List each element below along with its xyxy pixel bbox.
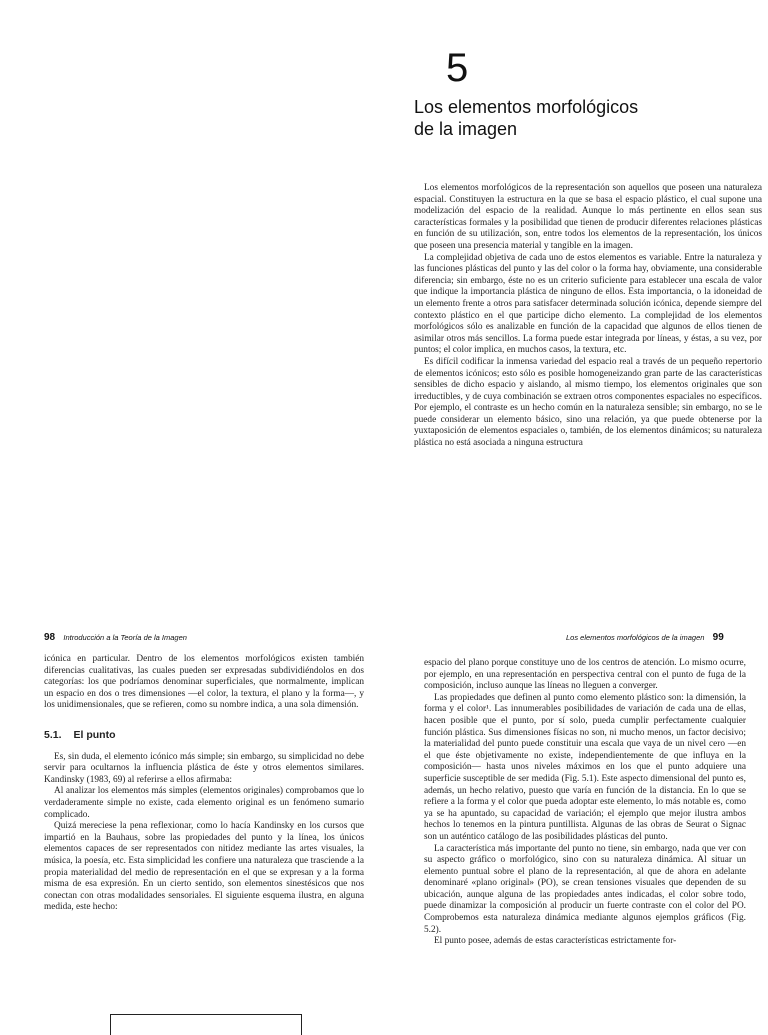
body-paragraph: Quizá mereciese la pena reflexionar, como lo hacía Kandinsky en los cursos que impartió en la Bauhaus, sobre las propiedades del punto y la línea, los únicos elementos capaces de ser representados con nitidez mediante las artes visuales, la música, la poesía, etc. Esta simplicidad les confiere una naturaleza que trasciende a la propia materialidad del medio de representación en el que se expresan y a la forma misma de esa expresión. En un cierto sentido, son elementos sinestésicos que nos conectan con otras modalidades sensoriales. El siguiente esquema ilustra, en alguna medida, este hecho:	[44, 821, 364, 913]
chapter-number: 5	[446, 46, 469, 90]
intro-paragraph: Es difícil codificar la inmensa variedad del espacio real a través de un pequeño repertorio de elementos icónicos; esto sólo es posible homogeneizando gran parte de las características sensibles de dicho espacio y aislando, al mismo tiempo, los elementos originales que son irreductibles, y de cuya combinación se extraen otros componentes espaciales no específicos. Por ejemplo, el contraste es un hecho común en la naturaleza sensible; sin embargo, no se le puede considerar un elemento básico, sino una relación, ya que puede obtenerse por la yuxtaposición de elementos espaciales o, también, de los elementos dinámicos; su naturaleza plástica no está asociada a ninguna estructura	[414, 356, 762, 449]
intro-paragraph: La complejidad objetiva de cada uno de estos elementos es variable. Entre la naturaleza y las funciones plásticas del punto y las del color o la forma hay, obviamente, una considerable diferencia; sin embargo, éste no es un criterio suficiente para establecer una escala de valor que indique la importancia plástica de ninguno de ellos. Esta importancia, o la idoneidad de un elemento frente a otros para satisfacer determinada solución icónica, depende siempre del contexto plástico en el que participe dicho elemento. La complejidad de los elementos morfológicos sólo es analizable en función de la capacidad que algunos de ellos tienen de asimilar otros más sencillos. La forma puede estar integrada por líneas, y éstas, a su vez, por puntos; el color implica, en muchos casos, la textura, etc.	[414, 252, 762, 356]
running-title-left: Introducción a la Teoría de la Imagen	[63, 633, 187, 642]
body-paragraph: El punto posee, además de estas características estrictamente for-	[434, 936, 677, 947]
page-number-right: 99	[712, 632, 724, 643]
body-paragraph: La característica más importante del punto no tiene, sin embargo, nada que ver con su aspecto gráfico o morfológico, sino con su naturaleza dinámica. Al situar un elemento puntual sobre el plano de la representación, al que de ahora en adelante denominaré «plano original» (PO), se crean tensiones visuales que dependen de su ubicación, aunque alguna de las propiedades antes indicadas, el color sobre todo, puede dinamizar la composición al producir un fuerte contraste con el color del PO. Comprobemos esta naturaleza dinámica mediante algunos ejemplos gráficos (Fig. 5.2).	[424, 843, 746, 935]
body-paragraph: Es, sin duda, el elemento icónico más simple; sin embargo, su simplicidad no debe servir para ocultarnos la influencia plástica de éste y otros elementos similares. Kandinsky (1983, 69) al referirse a ellos afirmaba:	[44, 751, 364, 785]
schema-figure-box	[110, 1014, 302, 1035]
left-page-column	[44, 654, 364, 1024]
chapter-title-line-1: Los elementos morfológicos	[414, 97, 639, 117]
block-quote: Al analizar los elementos más simples (elementos originales) comprobamos que lo verdaderamente simple no existe, cada elemento original es un fenómeno sumario complicado.	[44, 786, 364, 820]
page-number-left: 98	[44, 632, 56, 643]
section-heading	[44, 730, 364, 742]
page-header-left	[44, 632, 193, 643]
right-page-column	[424, 658, 746, 1024]
chapter-title-line-2: de la imagen	[414, 119, 518, 139]
page-header-right	[560, 632, 724, 643]
body-paragraph: icónica en particular. Dentro de los elementos morfológicos existen también diferencias cualitativas, las cuales pueden ser expresadas subdividiéndolos en dos categorías: los que podríamos denominar superficiales, que normalmente, implican un espacio en dos o tres dimensiones —el color, la textura, el plano y la forma—, y los unidimensionales, que se refieren, como su nombre indica, a una sola dimensión.	[44, 654, 364, 711]
intro-paragraph: Los elementos morfológicos de la representación son aquellos que poseen una naturaleza espacial. Constituyen la estructura en la que se basa el espacio plástico, el cual supone una modelización del espacio de la realidad. Aunque lo más pertinente en ellos sean sus características formales y la posibilidad que tienen de producir diferentes relaciones plásticas en función de su utilización, son, entre todos los elementos de la representación, los únicos que poseen una presencia material y tangible en la imagen.	[414, 183, 762, 251]
section-number: 5.1.	[44, 728, 62, 741]
body-paragraph: espacio del plano porque constituye uno de los centros de atención. Lo mismo ocurre, por ejemplo, en una representación en perspectiva central con el punto de fuga de la composición, incluso aunque las líneas no lleguen a converger.	[424, 658, 746, 692]
section-title: El punto	[73, 728, 116, 741]
running-title-right: Los elementos morfológicos de la imagen	[566, 633, 705, 642]
body-paragraph: Las propiedades que definen al punto como elemento plástico son: la dimensión, la forma y el color¹. Las innumerables posibilidades de variación de cada una de ellas, hacen posible que el punto, por sí solo, pueda cumplir perfectamente cualquier función plástica. Sus dimensiones físicas no son, ni mucho menos, un factor decisivo; la materialidad del punto puede constituir una escala que vaya de un nivel cero —en el que éste objetivamente no existe, independientemente de que influya en la composición— hasta unos niveles máximos en los que el punto adquiere una superficie susceptible de ser medida (Fig. 5.1). Este aspecto dimensional del punto es, además, un hecho relativo, puesto que varía en función de la distancia. En lo que se refiere a la forma y el color que pueda adoptar este elemento, lo más notable es, como ya se ha apuntado, su capacidad de variación; el ejemplo que mejor ilustra ambos hechos lo tenemos en la pintura puntillista. Algunas de las obras de Seurat o Signac son un auténtico catálogo de las posibilidades plásticas del punto.	[424, 692, 746, 842]
chapter-title	[414, 96, 714, 140]
chapter-intro-column	[414, 183, 762, 555]
